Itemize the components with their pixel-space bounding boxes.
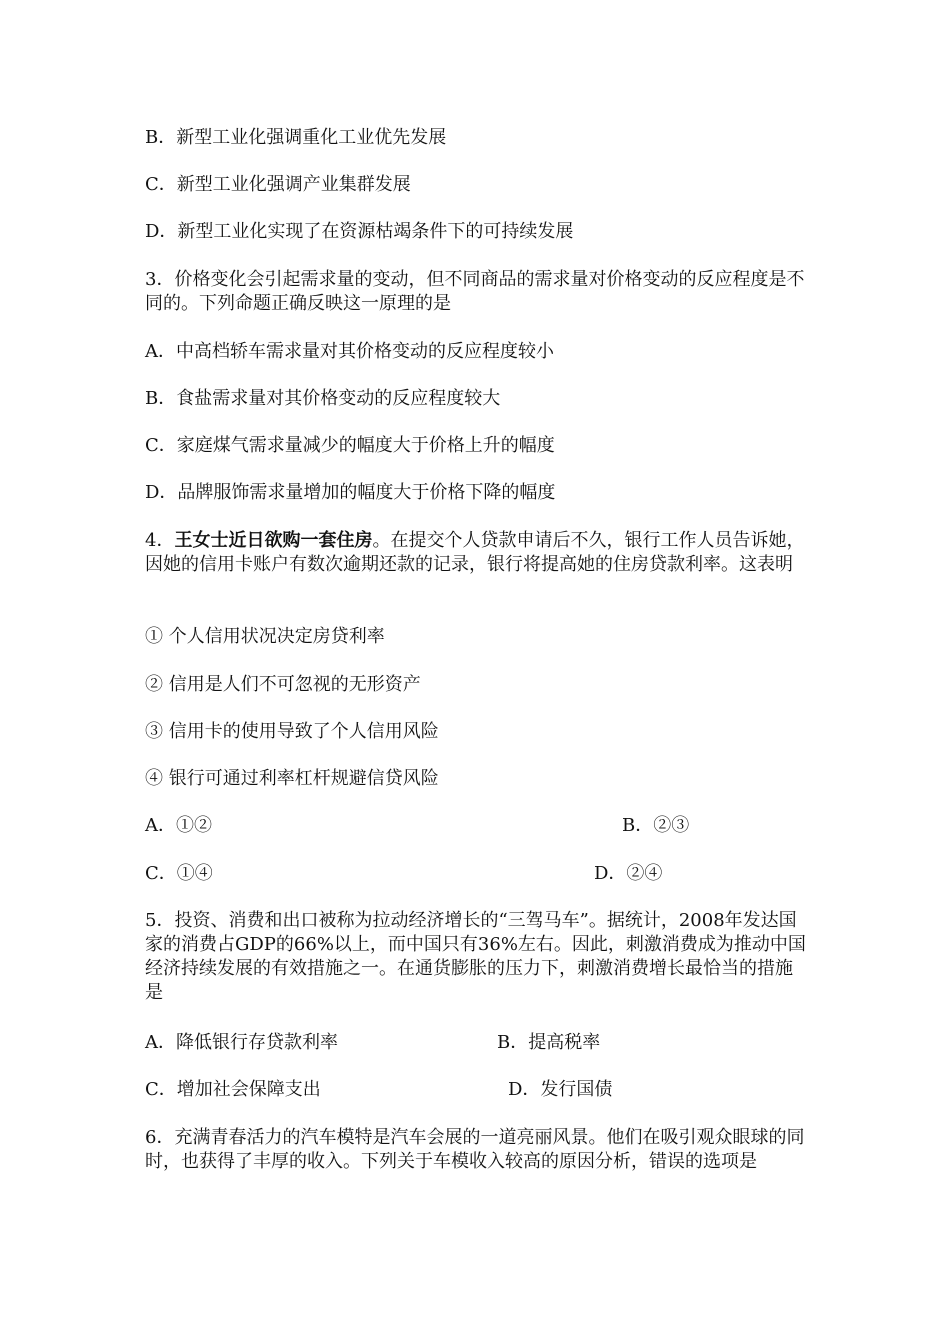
q4-statement-1: ① 个人信用状况决定房贷利率: [145, 626, 385, 647]
q5-option-d: D．发行国债: [508, 1079, 613, 1100]
q3-option-d: D．品牌服饰需求量增加的幅度大于价格下降的幅度: [145, 482, 556, 503]
q3-option-b: B．食盐需求量对其价格变动的反应程度较大: [145, 388, 501, 409]
q3-stem: 3．价格变化会引起需求量的变动，但不同商品的需求量对价格变动的反应程度是不同的。下列命题正确反映这一原理的是: [145, 269, 805, 314]
q4-option-b: B．②③: [622, 815, 690, 836]
q2-option-b: B．新型工业化强调重化工业优先发展: [145, 127, 447, 148]
q5-option-b: B．提高税率: [497, 1032, 601, 1053]
q4-option-d: D．②④: [594, 863, 663, 884]
q4-stem-rest: 。在提交个人贷款申请后不久，银行工作人员告诉她，因她的信用卡账户有数次逾期还款的记录，银行将提高她的住房贷款利率。这表明: [145, 530, 805, 575]
q4-statement-4: ④ 银行可通过利率杠杆规避信贷风险: [145, 768, 439, 789]
q5-option-c: C．增加社会保障支出: [145, 1079, 321, 1100]
q5-option-a: A．降低银行存贷款利率: [145, 1032, 338, 1053]
q4-stem: [145, 529, 810, 577]
q4-number: 4．: [145, 530, 175, 551]
q4-stem-bold: 王女士近日欲购一套住房: [174, 530, 373, 551]
q4-statement-2: ② 信用是人们不可忽视的无形资产: [145, 674, 421, 695]
q3-option-a: A．中高档轿车需求量对其价格变动的反应程度较小: [145, 341, 554, 362]
q4-statement-3: ③ 信用卡的使用导致了个人信用风险: [145, 721, 439, 742]
q5-stem: 5．投资、消费和出口被称为拉动经济增长的“三驾马车”。据统计，2008年发达国家的消费占GDP的66%以上，而中国只有36%左右。因此，刺激消费成为推动中国经济持续发展的有效措施之一。在通货膨胀的压力下，刺激消费增长最恰当的措施是: [145, 910, 806, 1003]
q2-option-d: D．新型工业化实现了在资源枯竭条件下的可持续发展: [145, 221, 574, 242]
q4-option-c: C．①④: [145, 863, 213, 884]
q3-option-c: C．家庭煤气需求量减少的幅度大于价格上升的幅度: [145, 435, 555, 456]
q6-stem: 6．充满青春活力的汽车模特是汽车会展的一道亮丽风景。他们在吸引观众眼球的同时，也获得了丰厚的收入。下列关于车模收入较高的原因分析，错误的选项是: [145, 1127, 805, 1172]
q2-option-c: C．新型工业化强调产业集群发展: [145, 174, 411, 195]
q4-option-a: A．①②: [145, 815, 212, 836]
